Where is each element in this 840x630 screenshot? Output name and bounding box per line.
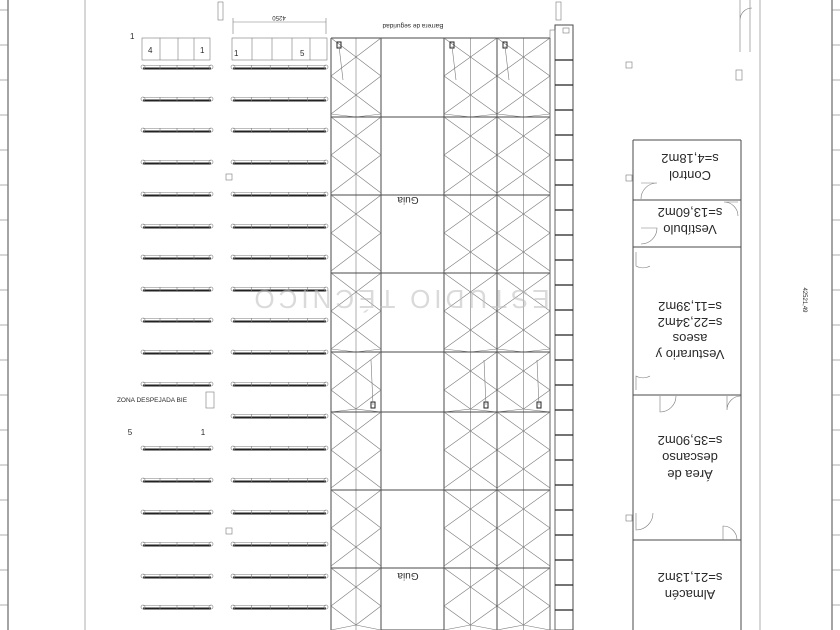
rack-column-left xyxy=(141,65,213,609)
pillar-column xyxy=(555,25,573,630)
rack-row xyxy=(141,224,213,228)
rack-row xyxy=(141,574,213,578)
rack-row xyxy=(141,510,213,514)
rack-row xyxy=(231,255,328,259)
room-vestibulo-name: Vestíbulo xyxy=(663,222,717,237)
guide-label-2: Guia xyxy=(397,570,419,581)
rack-row xyxy=(141,128,213,132)
dimension-right: 42521,49 xyxy=(801,287,807,313)
rack-row xyxy=(141,542,213,546)
rack-row xyxy=(141,605,213,609)
rack-row xyxy=(231,318,328,322)
room-almacen xyxy=(658,570,723,602)
rack-row xyxy=(231,224,328,228)
rack-number-1a: 1 xyxy=(200,46,205,55)
rack-row xyxy=(231,446,328,450)
rack-row xyxy=(231,128,328,132)
rack-row xyxy=(141,350,213,354)
pillar-marker xyxy=(563,28,569,33)
rack-mark-line xyxy=(452,46,456,80)
rack-row xyxy=(231,192,328,196)
room-vestibulo-area: s=13,60m2 xyxy=(657,205,723,220)
room-vestuario-area: s=22,34m2 xyxy=(657,315,723,330)
pillar-marker xyxy=(626,515,632,521)
room-vestuario-name-2: aseos xyxy=(672,331,708,346)
room-descanso-area: s=35,90m2 xyxy=(657,433,723,448)
rack-row xyxy=(141,382,213,386)
pillar-marker xyxy=(626,62,632,68)
pillar-marker xyxy=(226,174,232,180)
safety-barrier-label: Barrera de seguridad xyxy=(382,22,444,29)
room-descanso-name-2: descanso xyxy=(662,450,718,465)
zone-number-1: 1 xyxy=(200,428,206,437)
room-descanso xyxy=(658,433,723,482)
rack-row xyxy=(141,255,213,259)
room-control xyxy=(661,151,718,183)
rack-mark-line xyxy=(505,46,509,80)
rack-column-middle xyxy=(231,65,328,609)
zone-number-5: 5 xyxy=(127,428,133,437)
rack-number-outer: 1 xyxy=(130,32,135,41)
rack-row xyxy=(141,160,213,164)
rack-row xyxy=(231,97,328,101)
rack-row xyxy=(141,65,213,69)
pillar-edge xyxy=(550,30,555,630)
rack-row xyxy=(141,192,213,196)
pillar-marker xyxy=(736,70,742,80)
clear-zone-label: ZONA DESPEJADA BIE xyxy=(116,397,188,404)
rack-row xyxy=(231,350,328,354)
rack-row xyxy=(231,382,328,386)
rack-row xyxy=(231,414,328,418)
room-control-name: Control xyxy=(669,168,711,183)
room-vestuario-area-2: s=11,39m2 xyxy=(658,299,722,314)
room-descanso-name-1: Área de xyxy=(667,467,713,482)
rack-row xyxy=(141,446,213,450)
rack-row xyxy=(141,478,213,482)
rack-row xyxy=(231,478,328,482)
dimension-top: 4250 xyxy=(272,14,286,20)
rack-number-5: 5 xyxy=(300,49,305,58)
frame-ticks-left xyxy=(0,10,8,605)
clear-zone-bie xyxy=(117,392,214,437)
pillar-marker xyxy=(626,175,632,181)
rack-row xyxy=(231,510,328,514)
rack-row xyxy=(231,542,328,546)
room-vestibulo xyxy=(658,205,723,237)
top-markers xyxy=(218,0,752,52)
rack-row xyxy=(231,605,328,609)
rack-row xyxy=(141,97,213,101)
rack-mark-line xyxy=(339,46,343,80)
aisle-guide xyxy=(381,38,444,630)
frame-ticks-right xyxy=(832,10,840,605)
top-rack-blocks xyxy=(130,14,327,60)
rack-row xyxy=(141,318,213,322)
rack-row xyxy=(141,287,213,291)
central-racking-structure xyxy=(331,38,550,630)
rack-row xyxy=(231,65,328,69)
rack-row xyxy=(231,574,328,578)
room-control-area: s=4,18m2 xyxy=(661,151,719,166)
pillar-marker xyxy=(226,528,232,534)
room-almacen-name: Almacén xyxy=(664,587,716,602)
rack-row xyxy=(231,160,328,164)
rack-number-1b: 1 xyxy=(234,49,239,58)
room-almacen-area: s=21,13m2 xyxy=(657,570,723,585)
rack-number-4: 4 xyxy=(148,46,153,55)
watermark-text: ESTUDIO TÉCNICO xyxy=(250,284,550,314)
guide-label-1: Guia xyxy=(397,194,419,205)
room-vestuario xyxy=(655,299,724,362)
room-vestuario-name-1: Vesturario y xyxy=(655,347,725,362)
